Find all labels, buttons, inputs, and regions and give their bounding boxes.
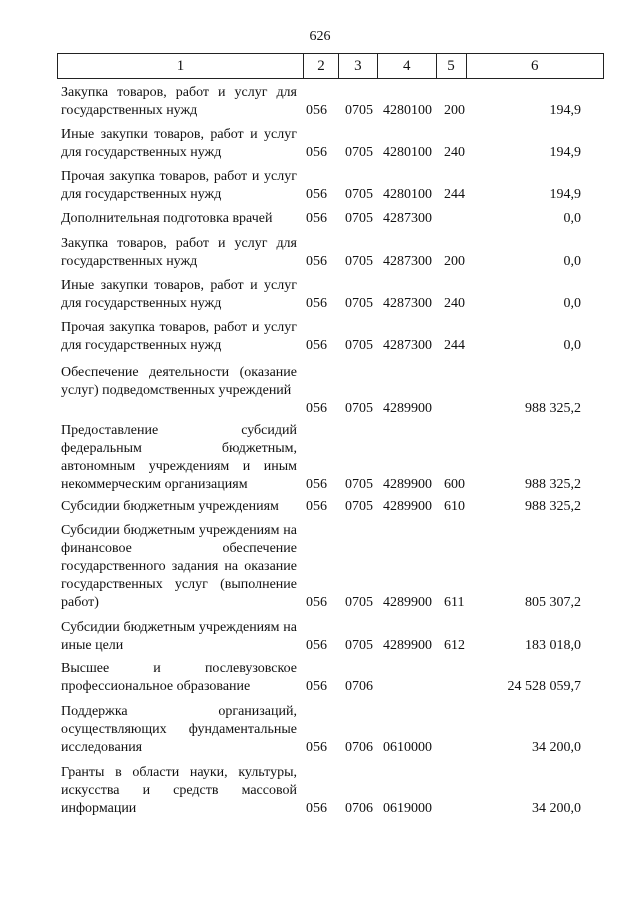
- row-target: 4287300: [383, 254, 432, 269]
- header-col-3: 3: [339, 54, 378, 78]
- row-amount: 988 325,2: [525, 401, 581, 416]
- table-row: [0, 235, 640, 271]
- row-ministry: 056: [306, 679, 327, 694]
- header-col-2: 2: [304, 54, 339, 78]
- row-ministry: 056: [306, 595, 327, 610]
- row-target: 4289900: [383, 499, 432, 514]
- row-type: 240: [444, 296, 465, 311]
- row-amount: 24 528 059,7: [507, 679, 581, 694]
- row-name: Прочая закупка товаров, работ и услуг для государственных нужд: [61, 169, 297, 202]
- row-target: 4280100: [383, 103, 432, 118]
- row-type: 600: [444, 477, 465, 492]
- row-target: 0619000: [383, 801, 432, 816]
- table-row: [0, 84, 640, 120]
- row-section: 0705: [345, 145, 373, 160]
- row-amount: 194,9: [549, 103, 581, 118]
- row-target: 4280100: [383, 145, 432, 160]
- row-section: 0705: [345, 254, 373, 269]
- row-target: 4289900: [383, 638, 432, 653]
- row-ministry: 056: [306, 187, 327, 202]
- row-amount: 34 200,0: [532, 801, 581, 816]
- row-amount: 194,9: [549, 187, 581, 202]
- row-name: Иные закупки товаров, работ и услуг для государственных нужд: [61, 127, 297, 160]
- row-target: 4287300: [383, 338, 432, 353]
- row-type: 200: [444, 254, 465, 269]
- row-name: Высшее и послевузовское профессиональное образование: [61, 661, 297, 694]
- row-section: 0705: [345, 401, 373, 416]
- row-section: 0705: [345, 638, 373, 653]
- row-name: Субсидии бюджетным учреждениям на финансовое обеспечение государственного задания на оказание государственных услуг (выполнение работ): [61, 523, 297, 610]
- header-col-1: 1: [58, 54, 304, 78]
- table-row: [0, 319, 640, 355]
- row-ministry: 056: [306, 477, 327, 492]
- row-target: 4289900: [383, 401, 432, 416]
- table-row: [0, 126, 640, 162]
- row-amount: 988 325,2: [525, 477, 581, 492]
- row-type: 244: [444, 338, 465, 353]
- row-name: Дополнительная подготовка врачей: [61, 211, 273, 226]
- row-type: 200: [444, 103, 465, 118]
- row-type: 240: [444, 145, 465, 160]
- row-type: 611: [444, 595, 465, 610]
- row-name: Закупка товаров, работ и услуг для государственных нужд: [61, 85, 297, 118]
- page-number: 626: [309, 29, 331, 44]
- table-row: [0, 168, 640, 204]
- row-type: 244: [444, 187, 465, 202]
- row-amount: 0,0: [563, 338, 581, 353]
- row-section: 0706: [345, 740, 373, 755]
- table-row: [0, 522, 640, 612]
- table-row: [0, 277, 640, 313]
- header-col-6: 6: [531, 57, 539, 74]
- row-section: 0705: [345, 211, 373, 226]
- header-col-4: 4: [378, 54, 437, 78]
- row-ministry: 056: [306, 401, 327, 416]
- row-name: Предоставление субсидий федеральным бюджетным, автономным учреждениям и иным некоммерческим организациям: [61, 423, 297, 492]
- row-amount: 194,9: [549, 145, 581, 160]
- row-name: Прочая закупка товаров, работ и услуг для государственных нужд: [61, 320, 297, 353]
- row-name: Обеспечение деятельности (оказание услуг) подведомственных учреждений: [61, 365, 297, 398]
- header-col-5: 5: [437, 54, 467, 78]
- row-section: 0705: [345, 296, 373, 311]
- row-type: 612: [444, 638, 465, 653]
- row-amount: 34 200,0: [532, 740, 581, 755]
- row-target: 4289900: [383, 477, 432, 492]
- row-target: 4289900: [383, 595, 432, 610]
- row-name: Гранты в области науки, культуры, искусства и средств массовой информации: [61, 765, 297, 816]
- row-name: Субсидии бюджетным учреждениям: [61, 499, 279, 514]
- row-target: 4287300: [383, 211, 432, 226]
- row-section: 0705: [345, 103, 373, 118]
- table-row: [0, 703, 640, 757]
- row-section: 0706: [345, 801, 373, 816]
- row-section: 0705: [345, 595, 373, 610]
- row-section: 0705: [345, 499, 373, 514]
- row-amount: 988 325,2: [525, 499, 581, 514]
- row-ministry: 056: [306, 801, 327, 816]
- table-row: [0, 764, 640, 818]
- row-ministry: 056: [306, 338, 327, 353]
- table-row: [0, 498, 640, 516]
- row-amount: 0,0: [563, 211, 581, 226]
- row-name: Поддержка организаций, осуществляющих фундаментальные исследования: [61, 704, 297, 755]
- row-amount: 805 307,2: [525, 595, 581, 610]
- row-target: 4287300: [383, 296, 432, 311]
- row-ministry: 056: [306, 638, 327, 653]
- row-section: 0705: [345, 477, 373, 492]
- row-type: 610: [444, 499, 465, 514]
- row-ministry: 056: [306, 254, 327, 269]
- row-section: 0706: [345, 679, 373, 694]
- row-name: Субсидии бюджетным учреждениям на иные цели: [61, 620, 297, 653]
- row-ministry: 056: [306, 740, 327, 755]
- row-target: 4280100: [383, 187, 432, 202]
- row-name: Иные закупки товаров, работ и услуг для государственных нужд: [61, 278, 297, 311]
- row-ministry: 056: [306, 103, 327, 118]
- row-ministry: 056: [306, 145, 327, 160]
- row-amount: 0,0: [563, 254, 581, 269]
- row-name: Закупка товаров, работ и услуг для государственных нужд: [61, 236, 297, 269]
- row-amount: 183 018,0: [525, 638, 581, 653]
- row-ministry: 056: [306, 211, 327, 226]
- row-section: 0705: [345, 187, 373, 202]
- row-target: 0610000: [383, 740, 432, 755]
- table-row: [0, 619, 640, 655]
- table-row: [0, 660, 640, 696]
- row-amount: 0,0: [563, 296, 581, 311]
- table-row: [0, 422, 640, 494]
- row-section: 0705: [345, 338, 373, 353]
- table-header: [57, 53, 604, 79]
- table-row: [0, 210, 640, 228]
- row-ministry: 056: [306, 499, 327, 514]
- table-row: [0, 364, 640, 418]
- row-ministry: 056: [306, 296, 327, 311]
